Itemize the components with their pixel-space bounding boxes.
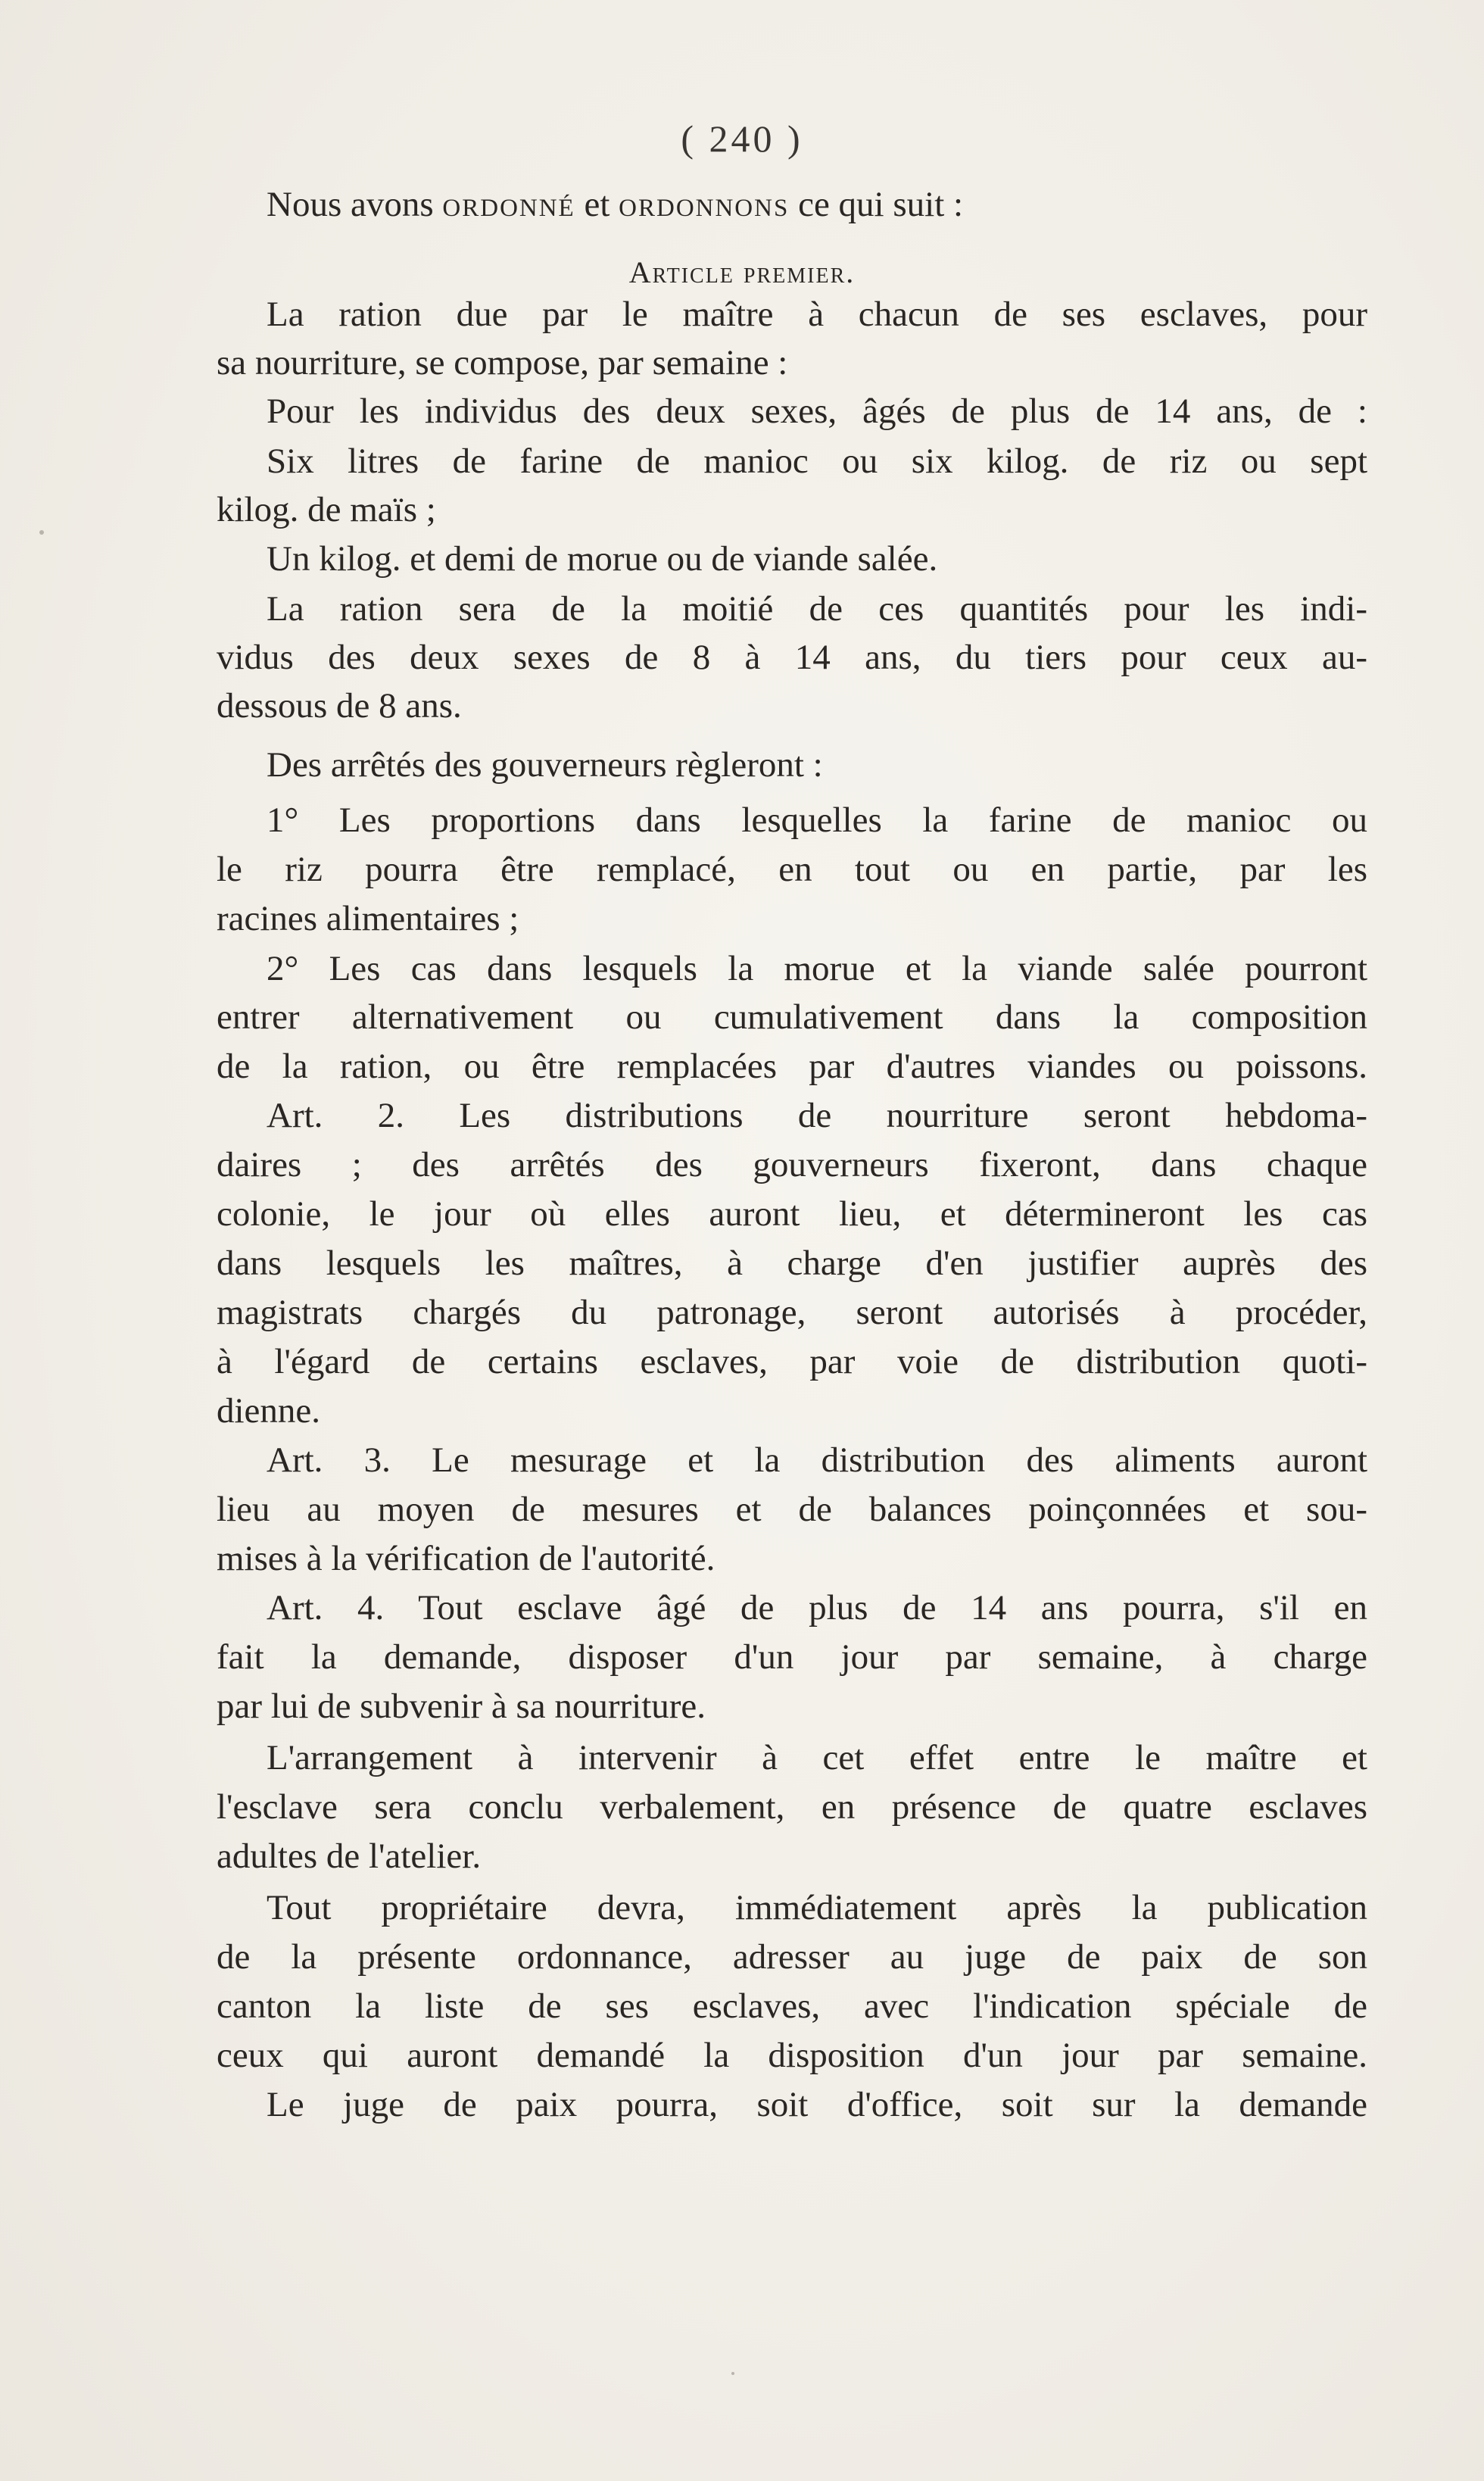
text-line: sa nourriture, se compose, par semaine : [217,343,788,382]
text-line: Art. 2. Les distributions de nourriture seront hebdoma- [267,1096,1367,1135]
text-line: La ration sera de la moitié de ces quantités pour les indi- [267,589,1367,629]
text-line: l'esclave sera conclu verbalement, en présence de quatre esclaves [217,1787,1367,1827]
decree-intro-mid: et [575,185,619,224]
decree-intro-end: ce qui suit : [789,185,964,224]
text-line: ceux qui auront demandé la disposition d'un jour par semaine. [217,2036,1367,2075]
text-line: magistrats chargés du patronage, seront autorisés à procéder, [217,1293,1367,1332]
text-line: canton la liste de ses esclaves, avec l'indication spéciale de [217,1986,1367,2026]
article-heading: Article premier. [628,255,856,289]
text-line: Art. 3. Le mesurage et la distribution des aliments auront [267,1440,1367,1480]
text-line: Six litres de farine de manioc ou six kilog. de riz ou sept [267,442,1367,481]
text-line: 2° Les cas dans lesquels la morue et la viande salée pourront [267,949,1367,988]
text-line: fait la demande, disposer d'un jour par semaine, à charge [217,1637,1367,1677]
paper-speck [39,530,44,535]
text-line: dans lesquels les maîtres, à charge d'en justifier auprès des [217,1244,1367,1283]
text-line: dienne. [217,1391,321,1431]
text-line: dessous de 8 ans. [217,686,462,726]
text-line: racines alimentaires ; [217,899,519,938]
text-line: à l'égard de certains esclaves, par voie de distribution quoti- [217,1342,1367,1381]
text-line: vidus des deux sexes de 8 à 14 ans, du tiers pour ceux au- [217,638,1367,677]
text-line: Tout propriétaire devra, immédiatement après la publication [267,1888,1367,1927]
text-line: de la ration, ou être remplacées par d'autres viandes ou poissons. [217,1047,1367,1086]
decree-intro [267,180,963,229]
text-line: de la présente ordonnance, adresser au juge de paix de son [217,1937,1367,1977]
text-line: Des arrêtés des gouverneurs règleront : [267,745,823,785]
page-number: ( 240 ) [681,117,803,160]
text-line: lieu au moyen de mesures et de balances poinçonnées et sou- [217,1490,1367,1529]
text-line: Pour les individus des deux sexes, âgés de plus de 14 ans, de : [267,392,1367,431]
decree-intro-start: Nous avons [267,185,443,224]
decree-intro-ordonnons: ordonnons [619,185,790,224]
text-line: le riz pourra être remplacé, en tout ou en partie, par les [217,850,1367,889]
text-line: Un kilog. et demi de morue ou de viande salée. [267,539,938,579]
text-line: par lui de subvenir à sa nourriture. [217,1687,706,1726]
text-line: La ration due par le maître à chacun de ses esclaves, pour [267,295,1367,334]
paper-speck [731,2372,734,2375]
text-line: mises à la vérification de l'autorité. [217,1539,716,1578]
text-line: L'arrangement à intervenir à cet effet entre le maître et [267,1738,1367,1777]
text-line: entrer alternativement ou cumulativement dans la composition [217,997,1367,1037]
text-line: Le juge de paix pourra, soit d'office, soit sur la demande [267,2085,1367,2124]
decree-intro-ordonne: ordonné [442,185,575,224]
text-line: daires ; des arrêtés des gouverneurs fixeront, dans chaque [217,1145,1367,1184]
text-line: adultes de l'atelier. [217,1837,482,1876]
text-line: 1° Les proportions dans lesquelles la farine de manioc ou [267,800,1367,840]
text-line: Art. 4. Tout esclave âgé de plus de 14 ans pourra, s'il en [267,1588,1367,1627]
text-line: kilog. de maïs ; [217,490,436,529]
text-line: colonie, le jour où elles auront lieu, et détermineront les cas [217,1194,1367,1234]
